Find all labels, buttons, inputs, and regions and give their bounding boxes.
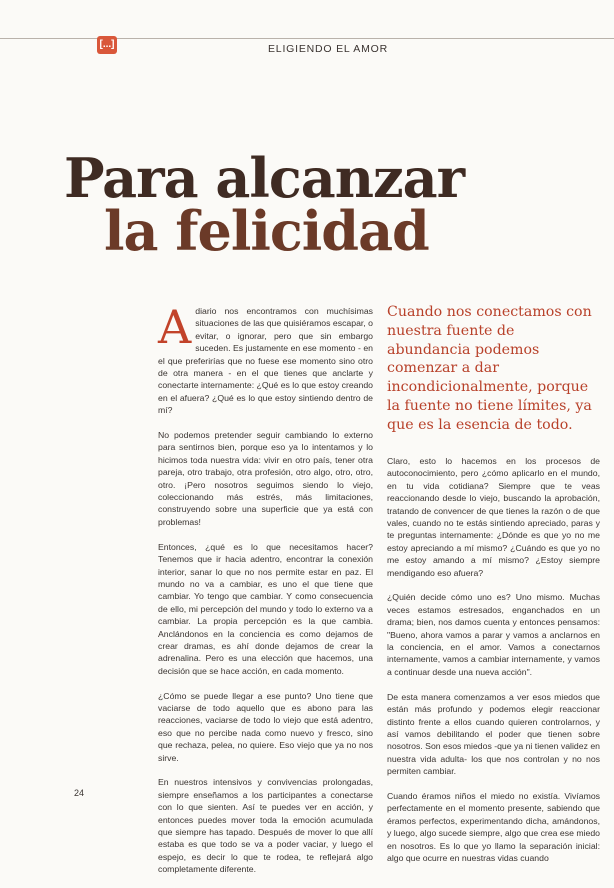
right-column [387, 455, 600, 877]
page-title-line-1: Para alcanzar [64, 146, 465, 210]
header-rule [0, 38, 614, 39]
paragraph: De esta manera comenzamos a ver esos miedos que están más profundo y podemos elegir reaccionar distinto frente a ellos cuando quieren controlarnos, y así vamos debilitando el poder que tienen sobre nosotros. Son esos miedos -que ya ni tienen validez en nuestra vida adulta- los que nos controlan y no nos permiten cambiar. [387, 691, 600, 777]
paragraph: Claro, esto lo hacemos en los procesos de autoconocimiento, pero ¿cómo aplicarlo en el mundo, en tu vida cotidiana? Siempre que te veas reaccionando desde lo viejo, buscando la aprobación, tratando de convencer de que tienes la razón o de que vales, cuando no te estás sintiendo apreciado, paras y te preguntas internamente: ¿Dónde es que yo no me estoy apreciando a mí mismo? ¿Cuándo es que yo no me estoy amando a mí mismo? ¿Estoy siempre mendigando eso afuera? [387, 456, 600, 578]
intro-paragraph [158, 300, 373, 417]
pull-quote: Cuando nos conectamos con nuestra fuente de abundancia podemos comenzar a dar incondicionalmente, porque la fuente no tiene límites, ya que es la esencia de todo. [387, 304, 592, 433]
paragraph: En nuestros intensivos y convivencias prolongadas, siempre enseñamos a los participantes a conectarse con lo que sienten. Así te puedes ver en acción, y entonces puedes mover toda la emoción acumulada que siempre has tapado. Después de mover lo que allí estaba es que todo se va a poder vaciar, y luego el espejo, es decir lo que te rodea, te reflejará algo completamente diferente. [158, 777, 373, 875]
paragraph: Cuando éramos niños el miedo no existía. Vivíamos perfectamente en el momento presente, sabiendo que éramos perfectos, experimentando dicha, amándonos, y luego, algo sucede siempre, algo que crea ese miedo en nosotros. Es lo que yo llamo la separación inicial: algo que ocurre en nuestras vidas cuando [387, 790, 600, 863]
section-badge: [...] [97, 36, 117, 54]
section-label: ELIGIENDO EL AMOR [268, 43, 388, 55]
page-title-line-2: la felicidad [104, 199, 429, 263]
paragraph-text: diario nos encontramos con muchísimas situaciones de las que quisiéramos escapar, o evitar, o ignorar, pero que sin embargo suceden. Es justamente en ese momento - en el que preferirías que no fuese ese momento sino otro de otra manera - en el que tienes que anclarte y conectarte internamente: ¿Qué es lo que estoy creando en el afuera? ¿Qué es lo que estoy sintiendo dentro de mí? [158, 306, 373, 416]
left-column [158, 300, 373, 888]
paragraph: No podemos pretender seguir cambiando lo externo para sentirnos bien, porque eso ya lo intentamos y lo hicimos toda nuestra vida: vivir en otro país, tener otra pareja, otro trabajo, otra profesión, otro algo, otro, otro, otro. ¡Pero nosotros seguimos siendo lo viejo, coleccionando más estrés, más limitaciones, construyendo sobre una superficie que ya está con problemas! [158, 430, 373, 527]
paragraph: Entonces, ¿qué es lo que necesitamos hacer? Tenemos que ir hacia adentro, encontrar la conexión interior, sanar lo que no nos permite estar en paz. El mundo no va a cambiar, es uno el que tiene que cambiar. Yo tengo que cambiar. Y como consecuencia de ello, mi percepción del mundo y todo lo externo va a cambiar. La propia percepción es la que cambia. Anclándonos en la conciencia es como dejamos de crear dramas, es ahí donde dejamos de crear la adrenalina. Pero es una elección que hacemos, una decisión que se hace acción, en cada momento. [158, 541, 373, 676]
paragraph: ¿Quién decide cómo uno es? Uno mismo. Muchas veces estamos estresados, enganchados en un drama; bien, nos damos cuenta y entonces pensamos: "Bueno, ahora vamos a parar y vamos a anclarnos en la conciencia, en el amor. Vamos a conectarnos internamente, vamos a cambiar internamente, y vamos a continuar desde una nueva acción". [387, 592, 600, 677]
drop-cap: A [158, 300, 192, 354]
paragraph: ¿Cómo se puede llegar a ese punto? Uno tiene que vaciarse de todo aquello que es abono para las reacciones, vaciarse de todo lo viejo que está adentro, eso que no percibe nada como nuevo y fresco, sino que rechaza, pelea, no quiere. Eso viejo que ya no nos sirve. [158, 690, 373, 763]
page-number: 24 [74, 788, 85, 798]
